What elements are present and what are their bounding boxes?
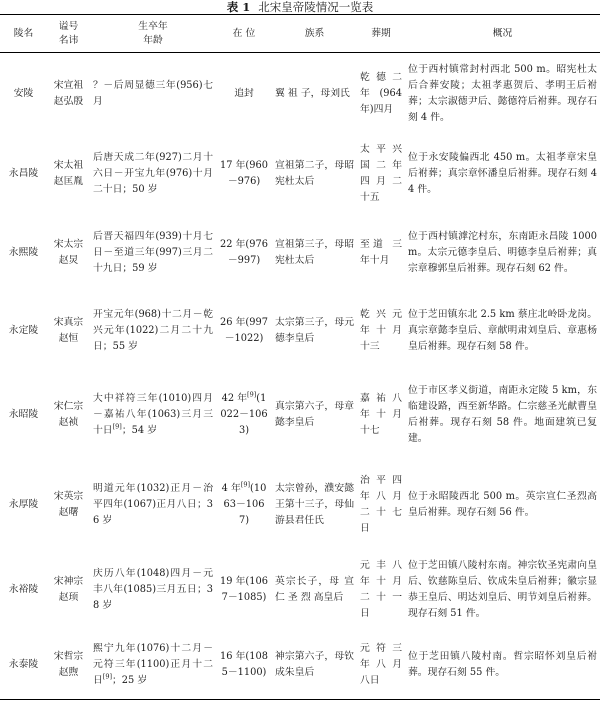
reign-main: 22 年(976－997): [220, 239, 268, 266]
lineage: 宣祖第二子，母昭宪杜太后: [275, 160, 354, 187]
header-overview: 概况: [405, 15, 600, 53]
emperor-title: 宋太宗赵炅: [53, 239, 84, 266]
header-row: [0, 15, 600, 53]
life-span-text: 明道元年(1032)正月－治平四年(1067)正月八日；36 岁: [93, 482, 213, 526]
emperor-title: 宋真宗赵恒: [53, 317, 84, 344]
life-span-footnote: [9]: [102, 672, 113, 681]
reign-main: 42 年: [221, 393, 248, 404]
life-span: [90, 53, 216, 135]
emperor-title: 宋神宗赵顼: [53, 575, 84, 603]
reign-years: [216, 631, 272, 700]
lineage: 太宗第三子，母元德李皇后: [275, 317, 354, 344]
burial-date: 太 平 兴 国 二 年 四 月 二十五: [360, 144, 402, 203]
reign-main: 4 年: [221, 482, 241, 494]
life-span-tail: ；25 岁: [112, 674, 148, 686]
burial-date: 乾 德 二 年(964年)四月: [360, 71, 402, 115]
overview: 位于市区孝义街道，南距永定陵 5 km，东临建设路，西至新华路。仁宗慈圣光献曹皇后祔葬。现存石刻 58 件。地面建筑已复建。: [408, 385, 597, 444]
reign-footnote: [9]: [240, 480, 251, 489]
reign-main: 追封: [234, 87, 254, 99]
header-life-line2: 年龄: [143, 34, 163, 46]
life-span: [90, 461, 216, 549]
lineage: 太宗曾孙，濮安懿王第十三子，母仙游县君任氏: [275, 482, 354, 526]
tomb-name: 安陵: [13, 87, 34, 99]
lineage: 英宗长子，母 宣 仁 圣 烈 高皇后: [275, 575, 354, 603]
header-burial: 葬期: [357, 15, 405, 53]
header-title: [47, 15, 90, 53]
life-span-text: 后晋天福四年(939)十月七日－至道三年(997)三月二十九日；59 岁: [93, 231, 213, 274]
lineage: 宣祖第三子，母昭宪杜太后: [275, 239, 354, 266]
table-caption: [0, 1, 600, 14]
life-span-tail: ；54 岁: [121, 425, 157, 436]
table-row: [0, 214, 600, 293]
reign-main: 16 年(1085－1100): [220, 650, 268, 678]
burial-date: 至道 三年十月: [360, 239, 402, 266]
life-span: [90, 214, 216, 293]
header-title-line2: 名讳: [58, 34, 79, 46]
life-span: [90, 135, 216, 214]
tomb-name: 永定陵: [8, 325, 39, 336]
lineage: 翼 祖 子，母刘氏: [275, 87, 350, 99]
reign-years: [216, 53, 272, 135]
life-span: [90, 549, 216, 631]
lineage: 真宗第六子，母章懿李皇后: [275, 401, 354, 428]
life-span-text: 大中祥符三年(1010)四月－嘉祐八年(1063)三月三十日: [93, 393, 213, 436]
reign-years: [216, 461, 272, 549]
table-row: [0, 370, 600, 461]
reign-tail: (1022－1063): [220, 393, 268, 436]
tomb-name: 永厚陵: [8, 498, 39, 510]
overview: 位于永安陵偏西北 450 m。太祖孝章宋皇后祔葬；真宗章怀潘皇后祔葬。现存石刻 44 件。: [408, 152, 597, 195]
tomb-name: 永昌陵: [8, 168, 39, 179]
tomb-name: 永泰陵: [0, 631, 47, 700]
burial-date: 元 丰 八 年 十 月 二 十 一日: [360, 559, 402, 619]
tomb-name: 永昭陵: [8, 409, 39, 420]
emperor-title: 宋仁宗赵祯: [53, 401, 84, 428]
table-row: [0, 461, 600, 549]
life-span-text: 开宝元年(968)十二月－乾兴元年(1022)二月二十九日；55 岁: [93, 309, 213, 352]
burial-date: 治 平 四 年 八 月 二 十 七日: [360, 474, 402, 534]
emperor-title: 宋英宗赵曙: [53, 490, 84, 518]
overview: 位于芝田镇东北 2.5 km 蔡庄北岭卧龙岗。真宗章懿李皇后、章献明肃刘皇后、章惠杨皇后祔葬。现存石刻 58 件。: [408, 309, 597, 352]
emperor-title: 宋太祖赵匡胤: [53, 160, 84, 187]
life-span: [90, 370, 216, 461]
emperor-title: 宋哲宗赵煦: [47, 631, 90, 700]
life-span-text: 熙宁九年(1076)十二月－元符三年(1100)正月十二日: [93, 642, 213, 686]
reign-main: 26 年(997－1022): [220, 317, 268, 344]
reign-tail: (1063－1067): [223, 482, 267, 526]
overview: 位于西村镇滹沱村东，东南距永昌陵 1000 m。太宗元德李皇后、明德李皇后祔葬；真宗章穆郭皇后祔葬。现存石刻 62 件。: [408, 231, 597, 274]
reign-years: [216, 214, 272, 293]
reign-main: 19 年(1067－1085): [220, 575, 268, 603]
burial-date: 嘉 祐 八 年 十 月 十七: [360, 393, 402, 436]
header-tomb: 陵名: [0, 15, 47, 53]
overview: 位于永昭陵西北 500 m。英宗宣仁圣烈高皇后祔葬。现存石刻 56 件。: [408, 490, 597, 518]
overview: 位于芝田镇八陵村南。哲宗昭怀刘皇后祔葬。现存石刻 55 件。: [405, 631, 600, 700]
header-life: [90, 15, 216, 53]
burial-date: 乾 兴 元 年 十 月 十三: [360, 309, 402, 352]
emperor-title: 宋宣祖赵弘殷: [53, 79, 84, 107]
header-reign: 在 位: [216, 15, 272, 53]
tomb-name: 永熙陵: [8, 247, 39, 258]
table-body: [0, 53, 600, 700]
header-lineage: 族系: [272, 15, 357, 53]
lineage: 神宗第六子，母钦成朱皇后: [272, 631, 357, 700]
header-title-line1: 谥号: [58, 20, 79, 32]
header-life-line1: 生卒年: [138, 20, 168, 32]
life-span-text: 庆历八年(1048)四月－元丰八年(1085)三月五日；38 岁: [93, 567, 213, 611]
reign-footnote: [9]: [247, 390, 257, 399]
life-span: [90, 293, 216, 370]
overview: 位于芝田镇八陵村东南。神宗钦圣宪肃向皇后、钦慈陈皇后、钦成朱皇后祔葬；徽宗显恭王皇后、明达刘皇后、明节刘皇后祔葬。现存石刻 51 件。: [408, 559, 597, 619]
reign-years: [216, 293, 272, 370]
reign-main: 17 年(960－976): [220, 160, 268, 187]
burial-date: 元 符 三 年 八 月 八日: [357, 631, 405, 700]
table-row: [0, 293, 600, 370]
table-row: [0, 631, 600, 700]
table-row: [0, 549, 600, 631]
table-row: [0, 53, 600, 135]
reign-years: [216, 135, 272, 214]
reign-years: [216, 549, 272, 631]
life-span: [90, 631, 216, 700]
life-span-text: 后唐天成二年(927)二月十六日－开宝九年(976)十月二十日；50 岁: [93, 152, 213, 195]
life-span-footnote: [9]: [112, 422, 122, 431]
table-number: 表 1: [226, 0, 251, 14]
tomb-name: 永裕陵: [8, 583, 39, 595]
reign-years: [216, 370, 272, 461]
overview: 位于西村镇常封村西北 500 m。昭宪杜太后合葬安陵；太祖孝惠贺后、孝明王后祔葬；太宗淑德尹后、懿德符后祔葬。现存石刻 4 件。: [408, 63, 597, 123]
table-row: [0, 135, 600, 214]
life-span-text: ？－后周显德三年(956)七月: [93, 79, 213, 107]
table-title: 北宋皇帝陵情况一览表: [258, 0, 374, 14]
imperial-tombs-table: [0, 14, 600, 700]
